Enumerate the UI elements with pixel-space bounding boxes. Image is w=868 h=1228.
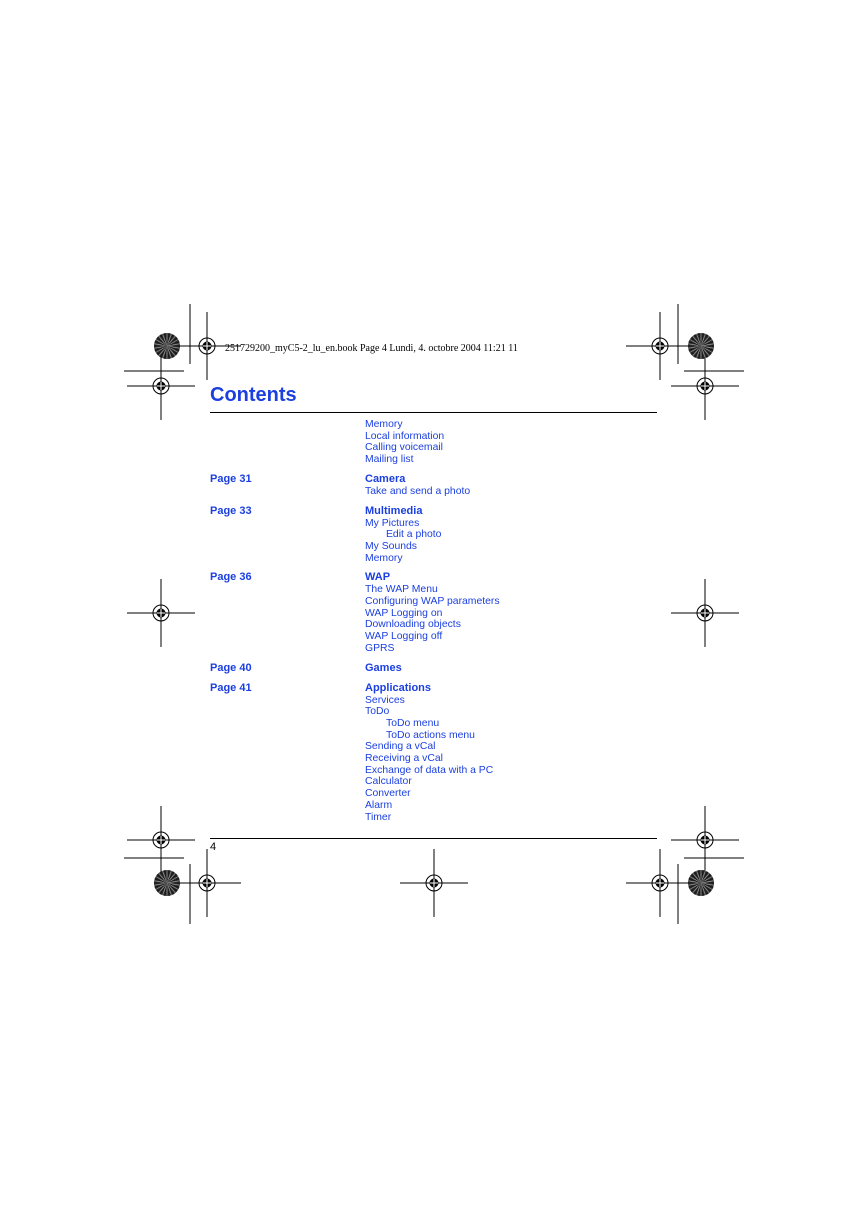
toc-item: Local information xyxy=(365,430,445,442)
toc-list xyxy=(210,419,657,823)
toc-heading: Games xyxy=(365,661,402,674)
registration-mark-icon xyxy=(671,352,739,420)
toc-entries xyxy=(365,571,657,654)
toc-item: Receiving a vCal xyxy=(365,753,443,765)
toc-item: Exchange of data with a PC xyxy=(365,764,494,776)
toc-item: ToDo xyxy=(365,706,390,718)
toc-entries xyxy=(365,419,657,466)
star-target-icon xyxy=(688,333,714,359)
toc-item: Converter xyxy=(365,788,411,800)
toc-item: My Sounds xyxy=(365,540,417,552)
toc-section xyxy=(210,682,657,824)
toc-entries xyxy=(365,662,657,675)
toc-item: ToDo actions menu xyxy=(386,729,475,741)
registration-mark-icon xyxy=(671,579,739,647)
toc-page-ref: Page 33 xyxy=(210,504,252,517)
toc-item: Calculator xyxy=(365,776,412,788)
toc-section xyxy=(210,419,657,466)
toc-entries xyxy=(365,682,657,824)
registration-mark-icon xyxy=(671,806,739,874)
toc-item: Mailing list xyxy=(365,454,414,466)
toc-item: GPRS xyxy=(365,642,395,654)
registration-mark-icon xyxy=(626,849,694,917)
toc-section xyxy=(210,473,657,498)
registration-mark-icon xyxy=(400,849,468,917)
toc-section xyxy=(210,505,657,565)
toc-page-ref: Page 41 xyxy=(210,681,252,694)
toc-heading: Camera xyxy=(365,472,406,485)
toc-item: The WAP Menu xyxy=(365,584,438,596)
toc-item: Memory xyxy=(365,419,403,430)
toc-heading: Applications xyxy=(365,681,432,694)
toc-item: Alarm xyxy=(365,799,393,811)
toc-item: WAP Logging on xyxy=(365,607,443,619)
toc-item: Timer xyxy=(365,811,392,823)
toc-item: Services xyxy=(365,694,405,706)
toc-page-ref: Page 40 xyxy=(210,661,252,674)
toc-entries xyxy=(365,473,657,498)
registration-mark-icon xyxy=(127,579,195,647)
registration-mark-icon xyxy=(127,352,195,420)
toc-section xyxy=(210,571,657,654)
file-header-line: 251729200_myC5-2_lu_en.book Page 4 Lundi, 4. octobre 2004 11:21 11 xyxy=(225,343,518,354)
toc-item: Sending a vCal xyxy=(365,741,436,753)
registration-mark-icon xyxy=(626,312,694,380)
page-number: 4 xyxy=(210,841,217,853)
page-title: Contents xyxy=(210,384,297,406)
toc-item: Downloading objects xyxy=(365,619,461,631)
toc-item: WAP Logging off xyxy=(365,631,443,643)
toc-section xyxy=(210,662,657,675)
toc-item: Memory xyxy=(365,552,403,564)
toc-item: Calling voicemail xyxy=(365,442,443,454)
top-rule xyxy=(210,412,657,413)
toc-item: Edit a photo xyxy=(386,529,442,541)
star-target-icon xyxy=(154,333,180,359)
toc-item: Configuring WAP parameters xyxy=(365,596,500,608)
toc-heading: Multimedia xyxy=(365,504,423,517)
bottom-rule xyxy=(210,838,657,839)
registration-mark-icon xyxy=(127,806,195,874)
toc-heading: WAP xyxy=(365,571,391,584)
star-target-icon xyxy=(154,870,180,896)
star-target-icon xyxy=(688,870,714,896)
toc-item: My Pictures xyxy=(365,517,420,529)
toc-item: ToDo menu xyxy=(386,717,440,729)
toc-entries xyxy=(365,505,657,565)
toc-page-ref: Page 36 xyxy=(210,571,252,584)
toc-item: Take and send a photo xyxy=(365,485,471,497)
registration-mark-icon xyxy=(173,849,241,917)
toc-page-ref: Page 31 xyxy=(210,472,252,485)
